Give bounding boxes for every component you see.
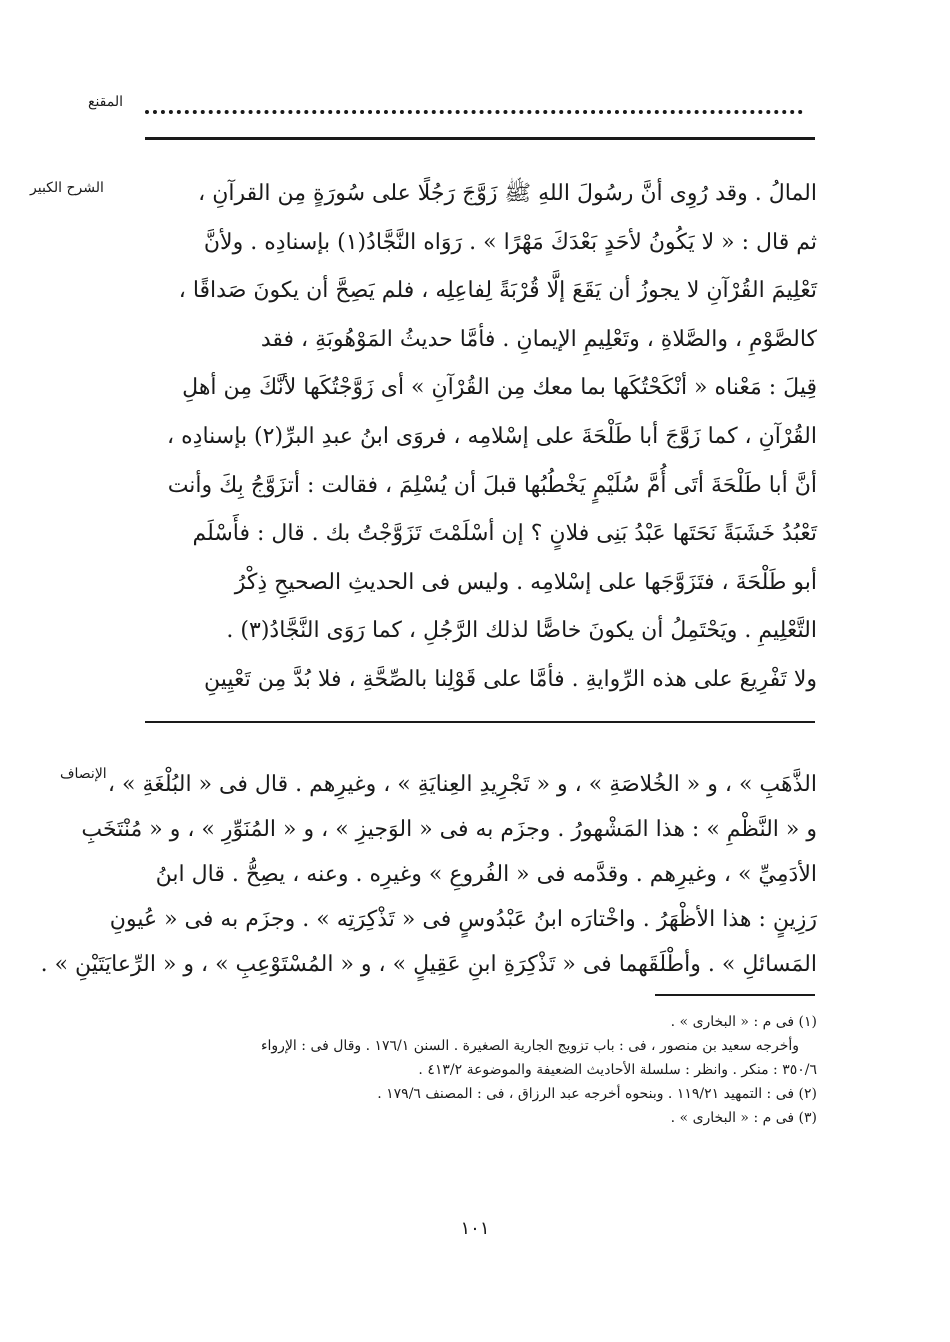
sharh-line: كالصَّوْمِ ، والصَّلاةِ ، وتَعْلِيمِ الإيمانِ . فأمَّا حديثُ المَوْهُوبَةِ ، فقد xyxy=(260,326,817,352)
sharh-line: أنَّ أبا طَلْحَةَ أتَى أُمَّ سُلَيْمٍ يَخْطُبُها قبلَ أن يُسْلِمَ ، فقالت : أتزَوَّجُ بِكَ وأنت xyxy=(167,472,817,498)
page-number: ١٠١ xyxy=(460,1218,490,1239)
footnote-rule xyxy=(655,994,815,996)
sharh-line: التَّعْلِيمِ . ويَحْتَمِلُ أن يكونَ خاصًّا لذلك الرَّجُلِ ، كما رَوَى النَّجَّادُ(٣) . xyxy=(226,618,817,644)
footnote: (٣) فى م : « البخارى » . xyxy=(670,1110,817,1126)
header-dotted-leader xyxy=(145,96,803,114)
sharh-line: القُرْآنِ ، كما زَوَّجَ أبا طَلْحَةَ على إسْلامِه ، فروَى ابنُ عبدِ البرِّ(٢) بإسنادِه ، xyxy=(167,423,817,449)
insaf-line: و « النَّظْمِ » : هذا المَشْهورُ . وجزَم به فى « الوَجيزِ » ، و « المُنَوِّرِ » ، و « مُنْتَخَبِ xyxy=(81,817,817,842)
sharh-line: قِيلَ : مَعْناه « أنْكَحْتُكَها بما معك مِن القُرْآنِ » أى زَوَّجْتُكَها لأنَّكَ مِن أهلِ xyxy=(182,375,817,401)
footnote: (٢) فى : التمهيد ١١٩/٢١ . وبنحوه أخرجه عبد الرزاق ، فى : المصنف ١٧٩/٦ . xyxy=(377,1086,817,1102)
footnote: (١) فى م : « البخارى » . xyxy=(670,1014,817,1030)
header-rule xyxy=(145,137,815,140)
insaf-line: رَزِينٍ : هذا الأظْهَرُ . واخْتارَه ابنُ عَبْدُوسٍ فى « تَذْكِرَتِه » . وجزَم به فى « عُيونِ xyxy=(109,907,817,932)
footnote: ٣٥٠/٦ : منكر . وانظر : سلسلة الأحاديث الضعيفة والموضوعة ٤١٣/٢ . xyxy=(418,1062,817,1078)
sharh-line: تَعْبُدُ خَشَبَةً نَحَتَها عَبْدُ بَنِى فلانٍ ؟ إن أسْلَمْتَ تَزَوَّجْتُ بك . قال : فأَسْلَم xyxy=(192,521,817,547)
sharh-line: المالُ . وقد رُوِى أنَّ رسُولَ اللهِ ﷺ زَوَّجَ رَجُلًا على سُورَةٍ مِن القرآنِ ، xyxy=(198,181,817,206)
sharh-text-block xyxy=(145,170,817,705)
footnotes xyxy=(145,1010,817,1130)
sharh-line: أبو طَلْحَةَ ، فتَزَوَّجَها على إسْلامِه . وليس فى الحديثِ الصحيحِ ذِكْرُ xyxy=(234,569,817,595)
footnote: وأخرجه سعيد بن منصور ، فى : باب تزويج الجارية الصغيرة . السنن ١٧٦/١ . وقال فى : الإرواء xyxy=(260,1038,799,1054)
sharh-line: ثم قال : « لا يَكُونُ لأحَدٍ بَعْدَكَ مَهْرًا » . رَوَاه النَّجَّادُ(١) بإسنادِه . ولأنَّ xyxy=(203,229,817,255)
sharh-line: ولا تَفْرِيعَ على هذه الرِّوايةِ . فأمَّا على قَوْلِنا بالصِّحَّةِ ، فلا بُدَّ مِن تَعْيِينِ xyxy=(203,666,817,692)
book-title: المقنع xyxy=(88,94,124,110)
insaf-line: المَسائلِ » . وأطْلَقَهما فى « تَذْكِرَةِ ابنِ عَقِيلٍ » ، و « المُسْتَوْعِبِ » ، و « الرِّعايَتَيْنِ » . xyxy=(40,952,817,977)
insaf-section-label: الإنصاف xyxy=(60,766,107,782)
insaf-line: الذَّهَبِ » ، و « الخُلاصَةِ » ، و « تَجْرِيدِ العِنايَةِ » ، وغيرِهم . قال فى « البُلْغَةِ » ، xyxy=(107,772,817,797)
section-divider xyxy=(145,721,815,723)
sharh-section-label: الشرح الكبير xyxy=(30,180,104,196)
insaf-line: الأدَمِيِّ » ، وغيرِهم . وقدَّمه فى « الفُروعِ » وغيرِه . وعنه ، يصِحُّ . قال ابنُ xyxy=(155,862,817,887)
sharh-line: تَعْلِيمَ القُرْآنِ لا يجوزُ أن يَقَعَ إلَّا قُرْبَةً لِفاعِلِه ، فلم يَصِحَّ أن يكونَ صَداقًا ، xyxy=(178,278,817,304)
